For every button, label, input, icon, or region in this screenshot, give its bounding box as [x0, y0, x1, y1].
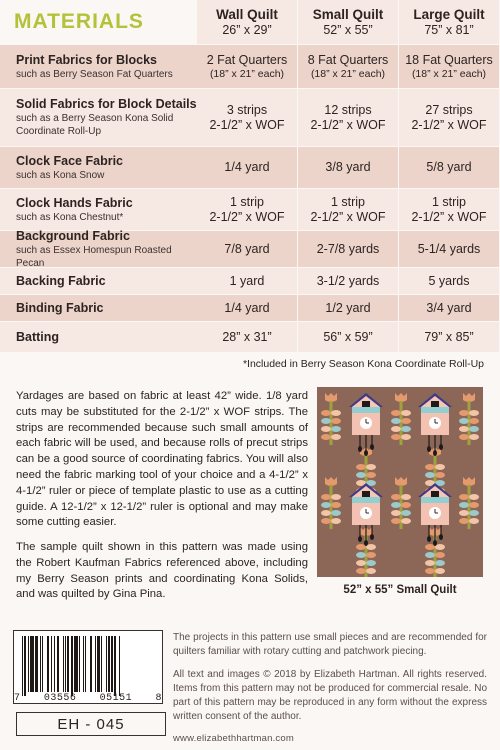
barcode-digit-group: 05151: [99, 693, 133, 704]
barcode-bar: [120, 636, 121, 696]
quilt-illustration: [317, 387, 483, 577]
materials-title: MATERIALS: [14, 10, 144, 33]
barcode-digit-group: 7: [14, 693, 21, 704]
materials-table: [0, 0, 500, 352]
barcode-digit-group: 03556: [43, 693, 77, 704]
table-row: Batting 28” x 31” 56” x 59” 79” x 85”: [0, 322, 500, 352]
cuckoo-clock-quilt-image: [317, 387, 483, 577]
table-row: Solid Fabrics for Block Details such as a Berry Season Kona Solid Coordinate Roll-Up 3 strips 2-1/2” x WOF 12 strips 2-1/2” x WOF 27 strips 2-1/2” x WOF: [0, 89, 500, 146]
yardage-paragraph: Yardages are based on fabric at least 42” wide. 1/8 yard cuts may be substituted for the 2-1/2” x WOF strips. The strips are recommended because such small amounts of each fabric will be used, and because rolls of precut strips can be a good source of coordinating fabrics. You will also need the fabric marking tool of your choice and a 4-1/2” x 4-1/2” ruler or piece of template plastic to use as a cutting guide. A 12-1/2” x 12-1/2” ruler is optional and may make some cutting easier.: [16, 390, 308, 529]
materials-footnote: *Included in Berry Season Kona Coordinate Roll-Up: [242, 358, 484, 370]
table-row: Binding Fabric 1/4 yard 1/2 yard 3/4 yard: [0, 295, 500, 321]
skill-note: The projects in this pattern use small pieces and are recommended for quilters familiar with rotary cutting and patchwork piecing.: [173, 632, 487, 657]
column-header-small: Small Quilt 52” x 55”: [298, 0, 398, 44]
quilt-caption: 52” x 55” Small Quilt: [343, 584, 457, 596]
sample-quilt-paragraph: The sample quilt shown in this pattern was made using the Robert Kaufman Fabrics referenced above, including my Berry Season prints and coordinating Kona Solids, and was quilted by Gina Pina.: [16, 541, 308, 601]
website-link[interactable]: www.elizabethhartman.com: [173, 733, 294, 744]
table-row: Print Fabrics for Blocks such as Berry Season Fat Quarters 2 Fat Quarters (18” x 21” each) 8 Fat Quarters (18” x 21” each) 18 Fat Quarters (18” x 21” each): [0, 45, 500, 88]
table-row: Clock Hands Fabric such as Kona Chestnut* 1 strip 2-1/2” x WOF 1 strip 2-1/2” x WOF 1 strip 2-1/2” x WOF: [0, 189, 500, 230]
column-header-wall: Wall Quilt 26” x 29”: [197, 0, 297, 44]
barcode-digits: [14, 693, 162, 704]
table-row: Background Fabric such as Essex Homespun Roasted Pecan 7/8 yard 2-7/8 yards 5-1/4 yards: [0, 231, 500, 267]
copyright-note: All text and images © 2018 by Elizabeth Hartman. All rights reserved. Items from this pattern may not be produced for commercial resale. No part of this pattern may be reproduced in any form without the express written consent of the author.: [173, 669, 487, 722]
pattern-sku: EH - 045: [16, 712, 166, 736]
table-row: Backing Fabric 1 yard 3-1/2 yards 5 yards: [0, 268, 500, 294]
table-header: [0, 0, 500, 44]
column-header-large: Large Quilt 75” x 81”: [399, 0, 499, 44]
barcode-digit-group: 8: [155, 693, 162, 704]
table-row: Clock Face Fabric such as Kona Snow 1/4 yard 3/8 yard 5/8 yard: [0, 147, 500, 188]
barcode-icon: [22, 636, 157, 692]
